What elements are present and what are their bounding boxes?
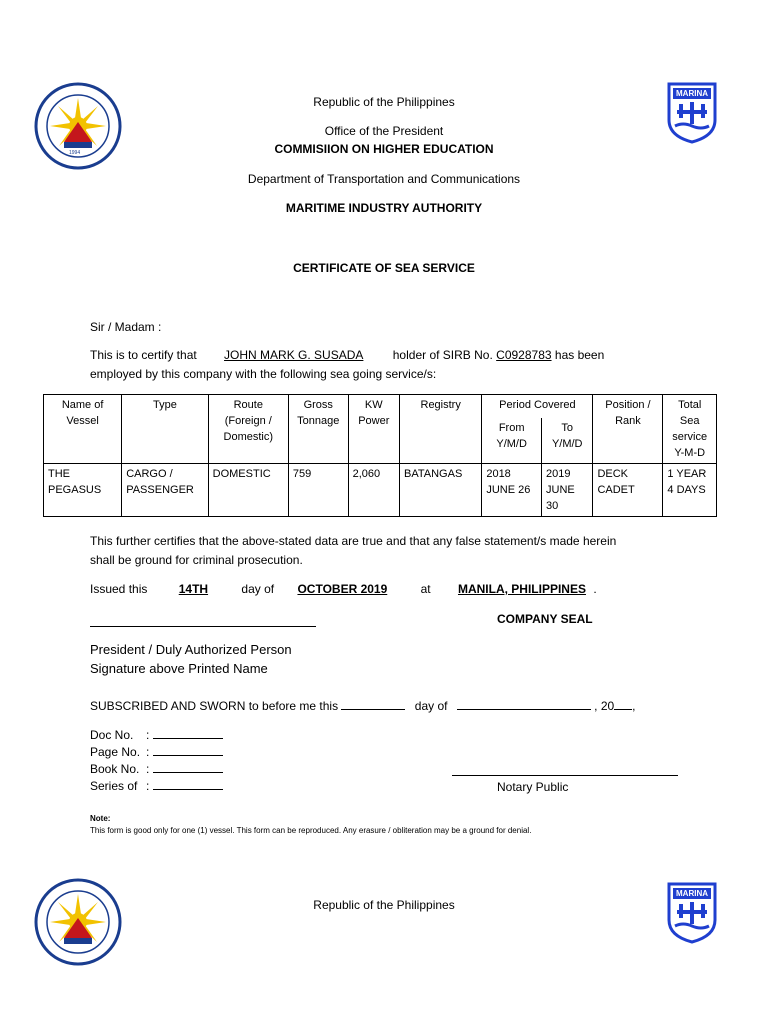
issued-day-of: day of (241, 582, 275, 596)
cell-gross-tonnage: 759 (288, 464, 348, 517)
salutation: Sir / Madam : (90, 320, 162, 334)
ched-seal-logo-bottom (34, 878, 122, 966)
th-to: To Y/M/D (542, 418, 593, 464)
marina-logo-text-bottom: MARINA (676, 889, 708, 898)
further-line-2: shall be ground for criminal prosecution. (90, 553, 303, 567)
th-registry: Registry (400, 395, 482, 464)
sworn-day-of: day of (414, 699, 448, 713)
issued-month-year: OCTOBER 2019 (297, 582, 388, 596)
notary-field-label: Doc No. (90, 728, 134, 742)
certify-name: JOHN MARK G. SUSADA (224, 348, 364, 362)
sworn-day-blank (341, 699, 405, 710)
cell-from: 2018 JUNE 26 (482, 464, 542, 517)
notary-field-blank (153, 779, 223, 790)
th-position: Position / Rank (593, 395, 663, 464)
signatory-line-2: Signature above Printed Name (90, 661, 268, 676)
cell-type: CARGO / PASSENGER (122, 464, 208, 517)
notary-field-blank (153, 762, 223, 773)
ched-seal-year: 1994 (69, 150, 81, 156)
issued-line (90, 582, 597, 596)
notary-page-no: Page No. : (90, 745, 223, 759)
header-authority: MARITIME INDUSTRY AUTHORITY (285, 201, 483, 215)
certify-holder-text: holder of SIRB No. (392, 348, 493, 362)
certify-line-1 (90, 348, 730, 362)
table-row (44, 464, 717, 517)
sworn-year-blank (614, 699, 632, 710)
th-kw-power: KW Power (348, 395, 399, 464)
header-department: Department of Transportation and Communications (247, 172, 521, 186)
header-office: Office of the President (324, 124, 444, 138)
cell-registry: BATANGAS (400, 464, 482, 517)
header-commission: COMMISIION ON HIGHER EDUCATION (274, 142, 494, 156)
notary-field-label: Series of (90, 779, 138, 793)
issued-period: . (593, 582, 597, 596)
notary-field-label: Page No. (90, 745, 141, 759)
sworn-month-blank (457, 699, 591, 710)
issued-at: at (420, 582, 431, 596)
notary-book-no: Book No. : (90, 762, 223, 776)
footer-republic: Republic of the Philippines (313, 898, 455, 912)
cell-position: DECK CADET (593, 464, 663, 517)
th-period-covered: Period Covered (482, 395, 593, 418)
notary-series-of: Series of : (90, 779, 223, 793)
table-header-row (44, 395, 717, 418)
cell-total: 1 YEAR 4 DAYS (663, 464, 717, 517)
marina-logo-bottom (667, 882, 717, 944)
sirb-number: C0928783 (496, 348, 552, 362)
further-line-1: This further certifies that the above-stated data are true and that any false statement/s made herein (90, 534, 617, 548)
notary-field-blank (153, 745, 223, 756)
note-label: Note: (90, 814, 111, 823)
th-route: Route (Foreign / Domestic) (208, 395, 288, 464)
cell-route: DOMESTIC (208, 464, 288, 517)
signatory-line-1: President / Duly Authorized Person (90, 642, 292, 657)
cell-kw-power: 2,060 (348, 464, 399, 517)
th-name-of-vessel: Name of Vessel (44, 395, 122, 464)
certify-prefix: This is to certify that (90, 348, 197, 362)
sworn-line (90, 699, 636, 713)
company-seal-label: COMPANY SEAL (497, 612, 593, 626)
signature-line (90, 626, 316, 627)
cell-to: 2019 JUNE 30 (542, 464, 593, 517)
notary-field-label: Book No. (90, 762, 140, 776)
sea-service-table (43, 394, 717, 517)
issued-place: MANILA, PHILIPPINES (457, 582, 586, 596)
notary-doc-no: Doc No. : (90, 728, 223, 742)
th-from: From Y/M/D (482, 418, 542, 464)
certify-line-2: employed by this company with the following sea going service/s: (90, 367, 437, 381)
sworn-prefix: SUBSCRIBED AND SWORN to before me this (90, 699, 339, 713)
sworn-comma: , (632, 699, 636, 713)
notary-field-blank (153, 728, 223, 739)
sworn-year-prefix: , 20 (594, 699, 615, 713)
cell-vessel: THE PEGASUS (44, 464, 122, 517)
header-republic: Republic of the Philippines (313, 95, 455, 109)
marina-logo-text: MARINA (676, 89, 708, 98)
issued-prefix: Issued this (90, 582, 148, 596)
note-text: This form is good only for one (1) vessel. This form can be reproduced. Any erasure / obliteration may be a ground for denial. (90, 826, 532, 835)
certify-suffix: has been (554, 348, 605, 362)
issued-day: 14TH (178, 582, 209, 596)
notary-public-label: Notary Public (497, 780, 569, 794)
th-gross-tonnage: Gross Tonnage (288, 395, 348, 464)
th-type: Type (122, 395, 208, 464)
th-total-sea-service: Total Sea service Y-M-D (663, 395, 717, 464)
certificate-title: CERTIFICATE OF SEA SERVICE (293, 261, 475, 275)
notary-signature-line (452, 775, 678, 776)
